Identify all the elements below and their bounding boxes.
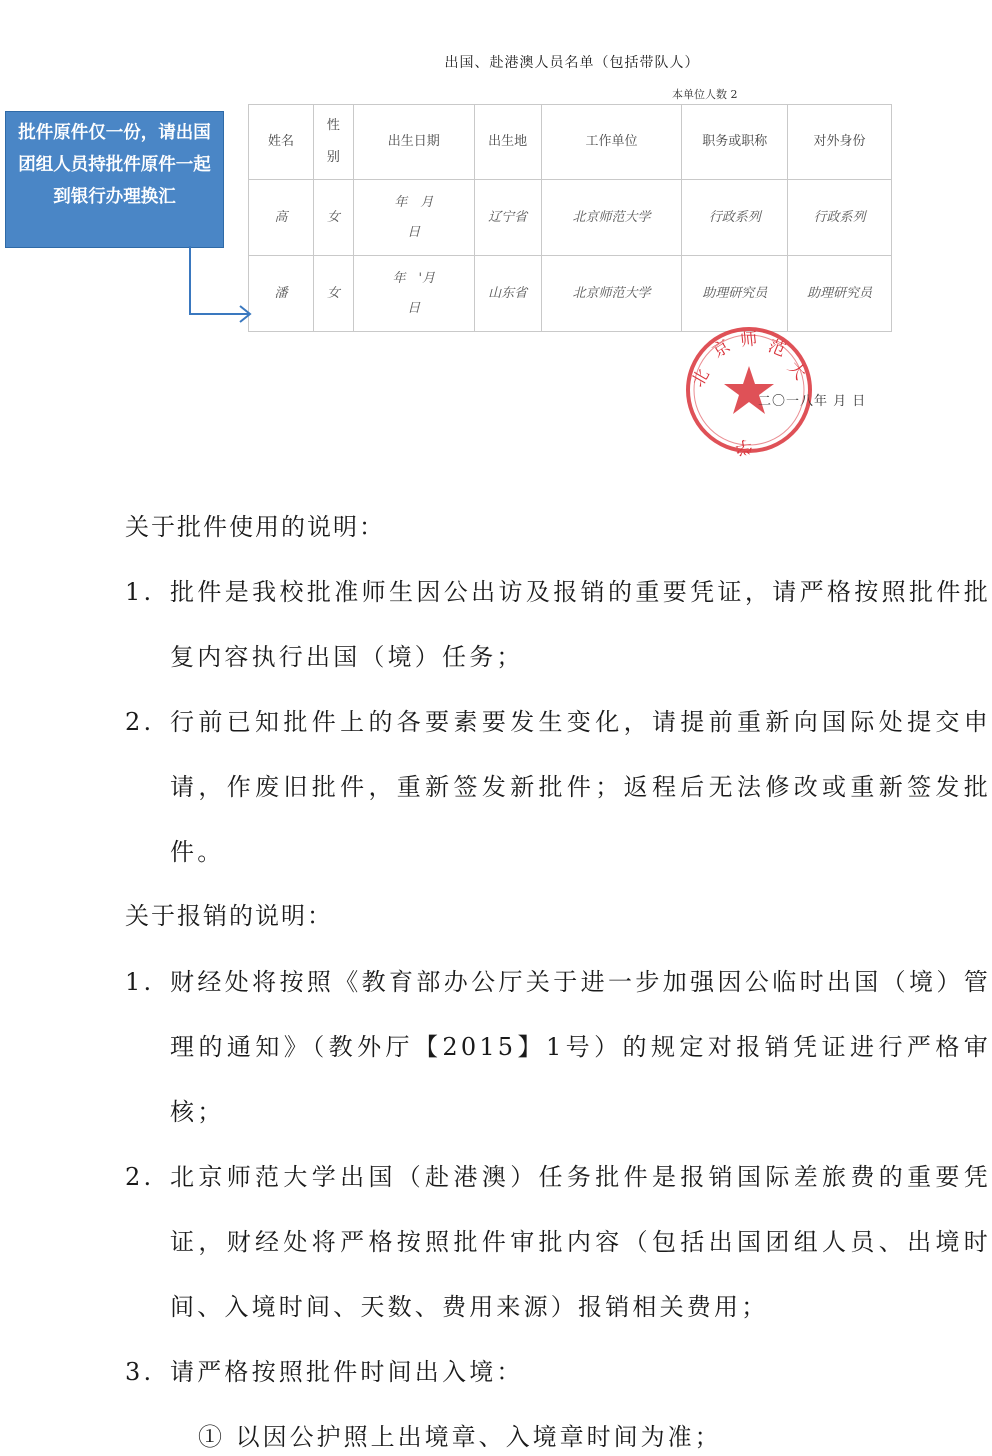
callout-box: 批件原件仅一份，请出国团组人员持批件原件一起到银行办理换汇	[5, 111, 224, 248]
list-item	[125, 560, 991, 690]
seal-char: 学	[733, 435, 754, 458]
item-number: 2.	[125, 1163, 155, 1191]
cell-foreign-identity: 助理研究员	[788, 256, 892, 332]
seal-char: 师	[739, 329, 759, 351]
item-text: 行前已知批件上的各要素要发生变化，请提前重新向国际处提交申请，作废旧批件，重新签发新批件；返程后无法修改或重新签发批件。	[170, 708, 991, 866]
cell-work-unit: 北京师范大学	[541, 180, 682, 256]
cell-birthdate: 年 '月 日	[353, 256, 474, 332]
section-heading-approval-usage: 关于批件使用的说明：	[125, 513, 385, 541]
table-row	[249, 180, 892, 256]
item-text: 北京师范大学出国（赴港澳）任务批件是报销国际差旅费的重要凭证，财经处将严格按照批件审批内容（包括出国团组人员、出境时间、入境时间、天数、费用来源）报销相关费用；	[170, 1163, 991, 1321]
header-birthdate: 出生日期	[353, 105, 474, 180]
cell-gender: 女	[313, 256, 353, 332]
item-number: 3.	[125, 1358, 155, 1386]
header-work-unit: 工作单位	[541, 105, 682, 180]
list-item	[125, 690, 991, 885]
item-number: 1.	[125, 578, 155, 606]
item-text: 请严格按照批件时间出入境：	[170, 1358, 524, 1386]
cell-birthplace: 辽宁省	[474, 180, 541, 256]
roster-title: 出国、赴港澳人员名单（包括带队人）	[444, 55, 700, 71]
header-position: 职务或职称	[682, 105, 788, 180]
seal-char: 北	[688, 365, 714, 391]
item-number: 2.	[125, 708, 155, 736]
list-item	[125, 950, 991, 1145]
cell-foreign-identity: 行政系列	[788, 180, 892, 256]
cell-name: 潘	[249, 256, 314, 332]
cell-birthplace: 山东省	[474, 256, 541, 332]
seal-char: 京	[709, 336, 735, 363]
cell-name: 高	[249, 180, 314, 256]
sub-list-item: ① 以因公护照上出境章、入境章时间为准；	[198, 1423, 722, 1451]
table-row	[249, 256, 892, 332]
roster-table	[248, 104, 892, 332]
unit-count: 本单位人数 2	[672, 88, 738, 101]
item-number: 1.	[125, 968, 155, 996]
header-birthplace: 出生地	[474, 105, 541, 180]
header-gender: 性别	[313, 105, 353, 180]
list-item	[125, 1145, 991, 1340]
cell-birthdate: 年 月 日	[353, 180, 474, 256]
seal-char: 大	[783, 357, 810, 384]
cell-work-unit: 北京师范大学	[541, 256, 682, 332]
item-text: 批件是我校批准师生因公出访及报销的重要凭证，请严格按照批件批复内容执行出国（境）任务；	[170, 578, 991, 671]
header-foreign-identity: 对外身份	[788, 105, 892, 180]
cell-position: 助理研究员	[682, 256, 788, 332]
list-item	[125, 1340, 991, 1405]
cell-position: 行政系列	[682, 180, 788, 256]
seal-date: 二〇一八年 月 日	[758, 394, 867, 409]
item-text: 财经处将按照《教育部办公厅关于进一步加强因公临时出国（境）管理的通知》（教外厅【2015】1号）的规定对报销凭证进行严格审核；	[170, 968, 991, 1126]
roster-header-row	[249, 105, 892, 180]
header-name: 姓名	[249, 105, 314, 180]
seal-char: 范	[765, 336, 789, 362]
callout-arrow-icon	[180, 246, 258, 326]
section-heading-reimbursement: 关于报销的说明：	[125, 902, 333, 930]
cell-gender: 女	[313, 180, 353, 256]
